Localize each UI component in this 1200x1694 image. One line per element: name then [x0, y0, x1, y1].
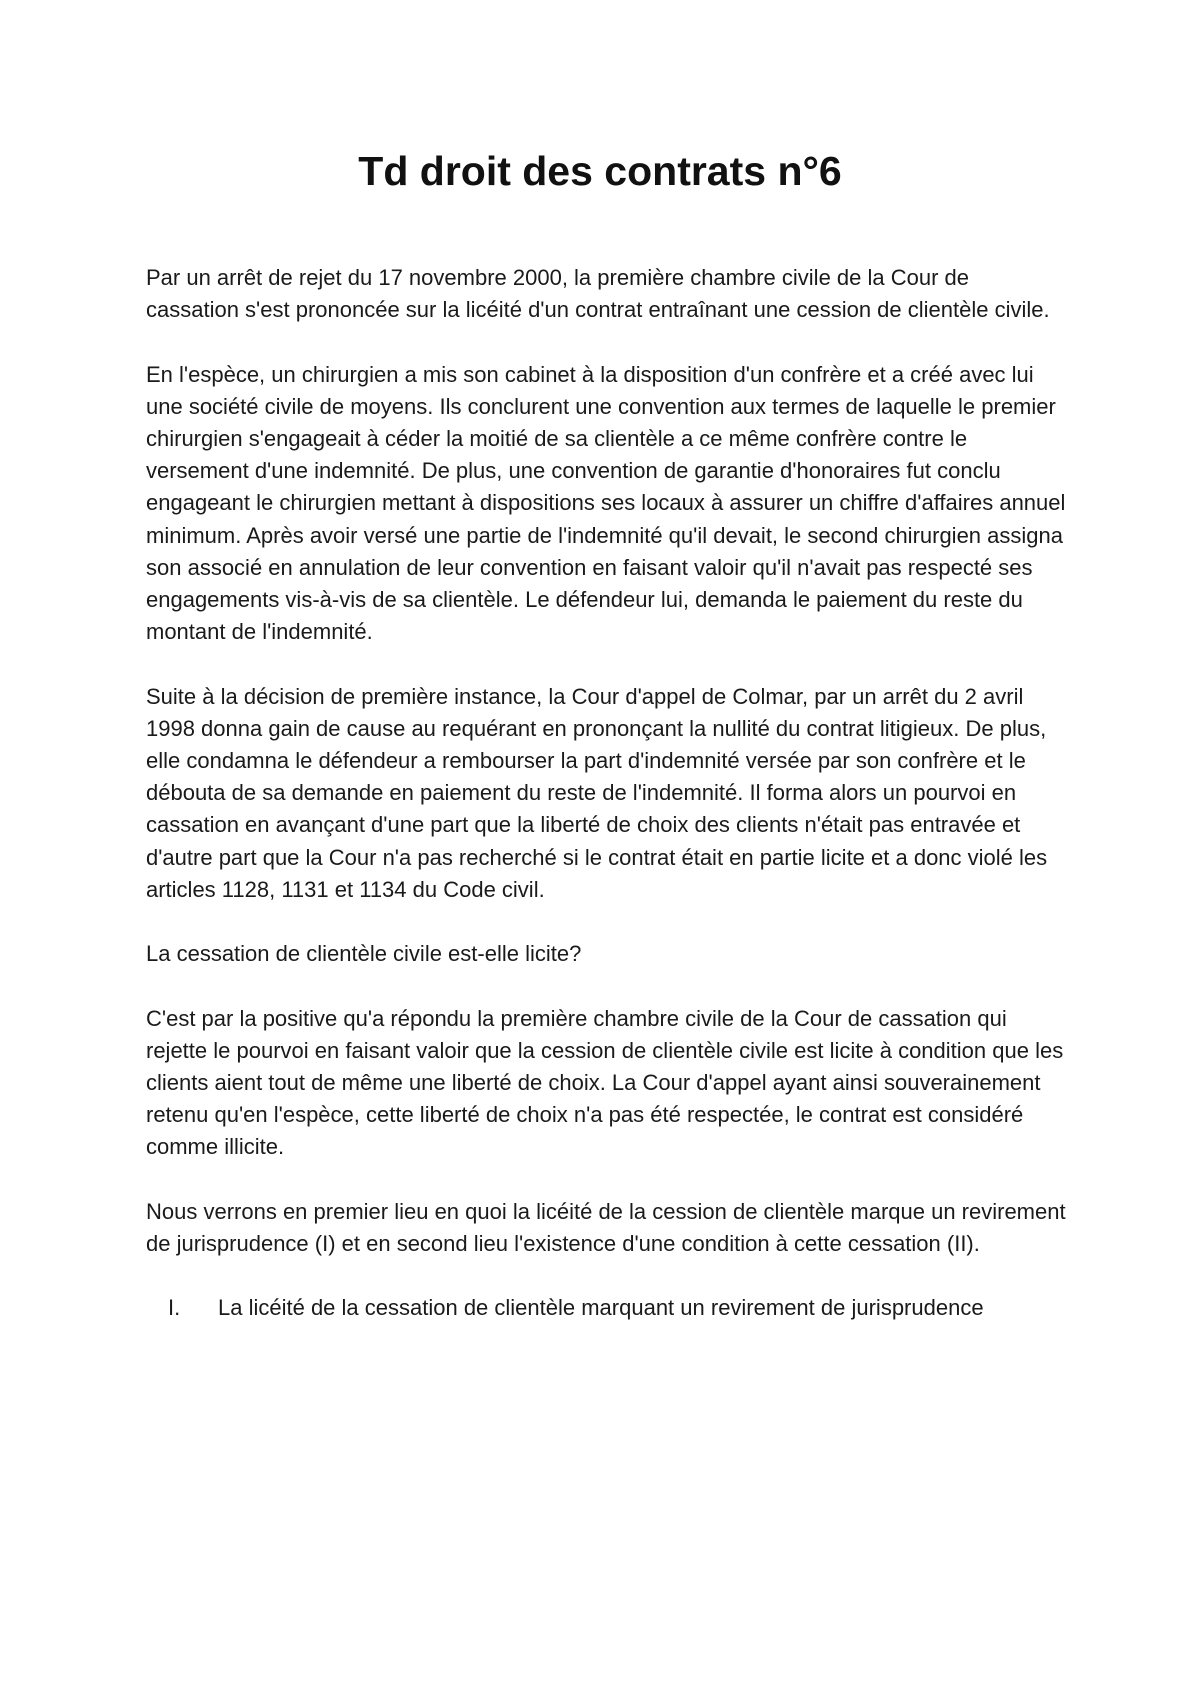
- paragraph-facts: En l'espèce, un chirurgien a mis son cabinet à la disposition d'un confrère et a créé avec lui une société civile de moyens. Ils conclurent une convention aux termes de laquelle le premier chirurgien s'engageait à céder la moitié de sa clientèle a ce même confrère contre le versement d'une indemnité. De plus, une convention de garantie d'honoraires fut conclu engageant le chirurgien mettant à dispositions ses locaux à assurer un chiffre d'affaires annuel minimum. Après avoir versé une partie de l'indemnité qu'il devait, le second chirurgien assigna son associé en annulation de leur convention en faisant valoir qu'il n'avait pas respecté ses engagements vis-à-vis de sa clientèle. Le défendeur lui, demanda le paiement du reste du montant de l'indemnité.: [146, 361, 1066, 645]
- paragraph-solution: C'est par la positive qu'a répondu la première chambre civile de la Cour de cassation qui rejette le pourvoi en faisant valoir que la cession de clientèle civile est licite à condition que les clients aient tout de même une liberté de choix. La Cour d'appel ayant ainsi souverainement retenu qu'en l'espèce, cette liberté de choix n'a pas été respectée, le contrat est considéré comme illicite.: [146, 1005, 1064, 1160]
- paragraph-legal-question: La cessation de clientèle civile est-elle licite?: [146, 941, 582, 967]
- paragraph-intro: Par un arrêt de rejet du 17 novembre 2000, la première chambre civile de la Cour de cassation s'est prononcée sur la licéité d'un contrat entraînant une cession de clientèle civile.: [146, 265, 1050, 323]
- section-heading: [146, 1292, 1066, 1324]
- paragraph-announcement: Nous verrons en premier lieu en quoi la licéité de la cession de clientèle marque un revirement de jurisprudence (I) et en second lieu l'existence d'une condition à cette cessation (II).: [146, 1198, 1066, 1257]
- document-title: Td droit des contrats n°6: [358, 148, 842, 194]
- paragraph-procedure: Suite à la décision de première instance, la Cour d'appel de Colmar, par un arrêt du 2 avril 1998 donna gain de cause au requérant en prononçant la nullité du contrat litigieux. De plus, elle condamna le défendeur a rembourser la part d'indemnité versée par son confrère et le débouta de sa demande en paiement du reste de l'indemnité. Il forma alors un pourvoi en cassation en avançant d'une part que la liberté de choix des clients n'était pas entravée et d'autre part que la Cour n'a pas recherché si le contrat était en partie licite et a donc violé les articles 1128, 1131 et 1134 du Code civil.: [146, 683, 1048, 902]
- document-body: [146, 262, 1066, 1325]
- section-number: I.: [168, 1295, 181, 1321]
- section-title: La licéité de la cessation de clientèle marquant un revirement de jurisprudence: [218, 1295, 984, 1321]
